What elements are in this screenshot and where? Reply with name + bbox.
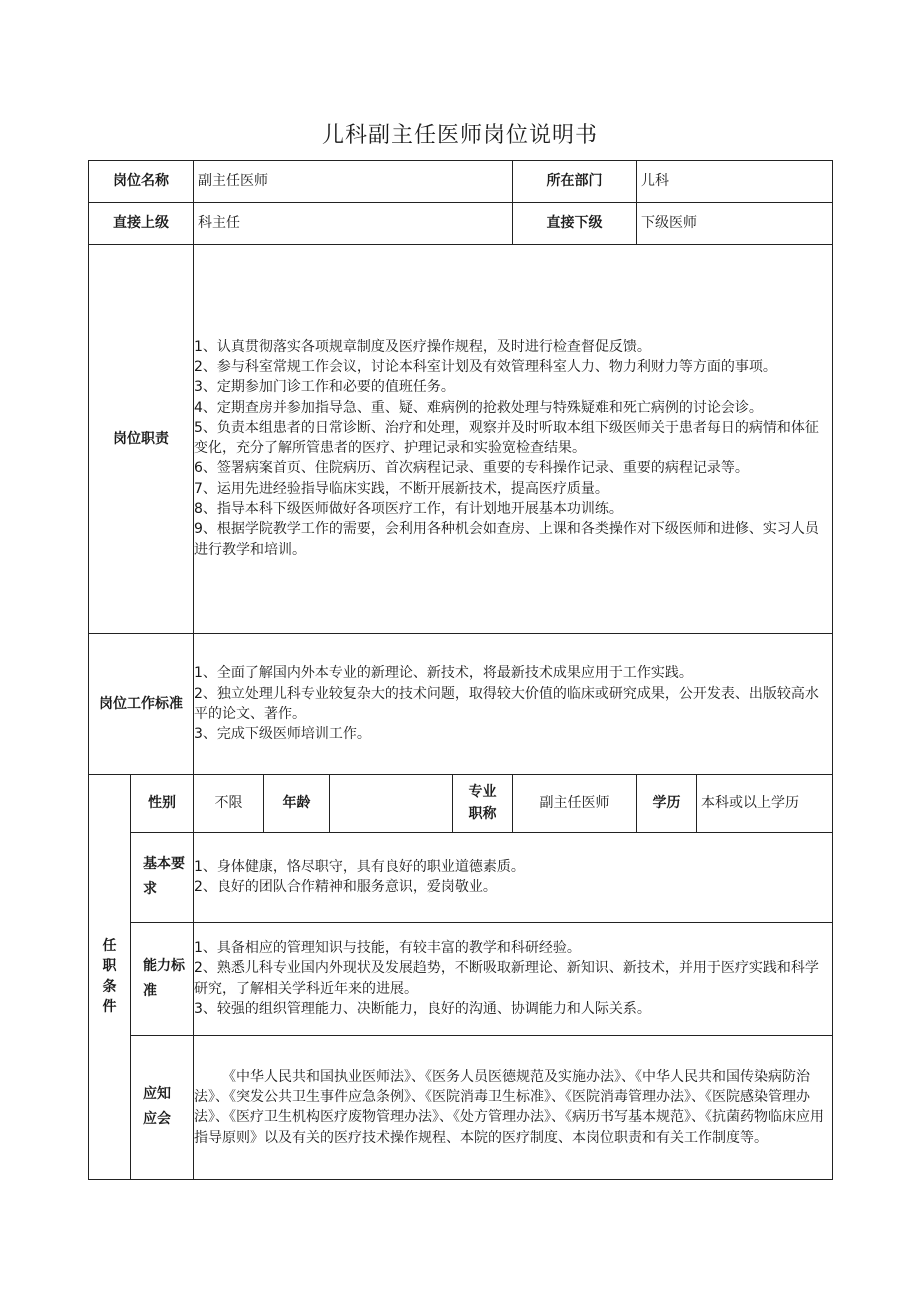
- gender-label: 性别: [131, 774, 194, 832]
- subordinate-label: 直接下级: [513, 203, 637, 245]
- basic-requirements-content: [194, 832, 833, 922]
- duty-item: 8、指导本科下级医师做好各项医疗工作，有计划地开展基本功训练。: [194, 500, 623, 517]
- standards-label: 岗位工作标准: [89, 634, 194, 774]
- duty-item: 7、运用先进经验指导临床实践，不断开展新技术，提高医疗质量。: [194, 480, 609, 497]
- basic-requirements-label: [131, 832, 194, 922]
- title-label: [453, 774, 513, 832]
- subordinate-value: 下级医师: [637, 203, 833, 245]
- ability-item: 2、熟悉儿科专业国内外现状及发展趋势，不断吸取新理论、新知识、新技术，并用于医疗实践和科学研究，了解相关学科近年来的进展。: [194, 960, 819, 997]
- title-label-text: 专业职称: [468, 783, 497, 823]
- department-label: 所在部门: [513, 161, 637, 203]
- superior-label: 直接上级: [89, 203, 194, 245]
- qualifications-label: [89, 774, 131, 1179]
- standards-content: [194, 634, 833, 774]
- duties-content: [194, 245, 833, 634]
- basic-requirement-item: 2、良好的团队合作精神和服务意识，爱岗敬业。: [194, 879, 497, 896]
- duty-item: 1、认真贯彻落实各项规章制度及医疗操作规程，及时进行检查督促反馈。: [194, 338, 651, 355]
- education-value: 本科或以上学历: [697, 774, 833, 832]
- basic-requirement-item: 1、身体健康，恪尽职守，具有良好的职业道德素质。: [194, 858, 525, 875]
- duty-item: 2、参与科室常规工作会议，讨论本科室计划及有效管理科室人力、物力利财力等方面的事项。: [194, 358, 777, 375]
- ability-item: 1、具备相应的管理知识与技能，有较丰富的教学和科研经验。: [194, 940, 581, 957]
- page-title: 儿科副主任医师岗位说明书: [321, 123, 598, 148]
- duties-label: 岗位职责: [89, 245, 194, 634]
- duty-item: 6、签署病案首页、住院病历、首次病程记录、重要的专科操作记录、重要的病程记录等。: [194, 460, 749, 477]
- required-knowledge-text: 《中华人民共和国执业医师法》、《医务人员医德规范及实施办法》、《中华人民共和国传染病防治法》、《突发公共卫生事件应急条例》、《医院消毒卫生标准》、《医院消毒管理办法》、《医院感染管理办法》、《医疗卫生机构医疗废物管理办法》、《处方管理办法》、《病历书写基本规范》、《抗菌药物临床应用指导原则》以及有关的医疗技术操作规程、本院的医疗制度、本岗位职责和有关工作制度等。: [194, 1068, 824, 1146]
- basic-requirements-label-text: 基本要求: [143, 855, 185, 898]
- required-knowledge-label: [131, 1035, 194, 1179]
- duty-item: 5、负责本组患者的日常诊断、治疗和处理，观察并及时听取本组下级医师关于患者每日的病情和体征变化，充分了解所管患者的医疗、护理记录和实验宽检查结果。: [194, 419, 819, 457]
- required-knowledge-label-text: 应知应会: [143, 1086, 171, 1128]
- gender-value: 不限: [194, 774, 264, 832]
- position-name-value: 副主任医师: [194, 161, 513, 203]
- standard-item: 3、完成下级医师培训工作。: [194, 726, 371, 743]
- duty-item: 3、定期参加门诊工作和必要的值班任务。: [194, 379, 455, 396]
- duty-item: 9、根据学院教学工作的需要，会利用各种机会如查房、上课和各类操作对下级医师和进修、实习人员进行教学和培训。: [194, 521, 819, 558]
- ability-item: 3、较强的组织管理能力、决断能力，良好的沟通、协调能力和人际关系。: [194, 1001, 651, 1018]
- qualifications-label-text: 任职条件: [102, 938, 117, 1016]
- ability-standard-label: [131, 922, 194, 1035]
- duty-item: 4、定期查房并参加指导急、重、疑、难病例的抢救处理与特殊疑难和死亡病例的讨论会诊。: [194, 399, 763, 416]
- age-value: [330, 774, 453, 832]
- ability-standard-label-text: 能力标准: [143, 957, 185, 999]
- position-name-label: 岗位名称: [89, 161, 194, 203]
- department-value: 儿科: [637, 161, 833, 203]
- age-label: 年龄: [264, 774, 330, 832]
- standard-item: 2、独立处理儿科专业较复杂大的技术问题，取得较大价值的临床或研究成果，公开发表、出版较高水平的论文、著作。: [194, 685, 819, 722]
- education-label: 学历: [637, 774, 697, 832]
- ability-standard-content: [194, 922, 833, 1035]
- superior-value: 科主任: [194, 203, 513, 245]
- standard-item: 1、全面了解国内外本专业的新理论、新技术，将最新技术成果应用于工作实践。: [194, 665, 693, 682]
- job-description-table: [88, 160, 833, 1180]
- required-knowledge-content: [194, 1035, 833, 1179]
- title-value: 副主任医师: [513, 774, 637, 832]
